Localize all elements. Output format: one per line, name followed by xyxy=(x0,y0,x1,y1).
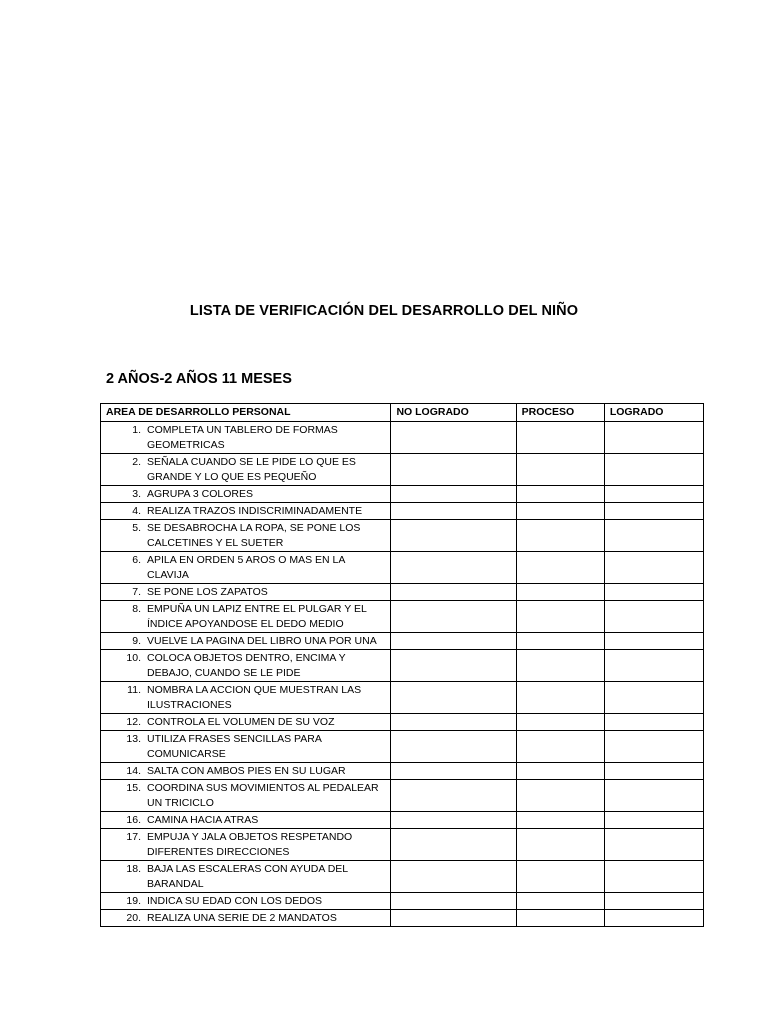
item-text: COMPLETA UN TABLERO DE FORMAS GEOMETRICAS xyxy=(147,424,338,451)
item-cell xyxy=(101,650,391,682)
item-number: 5. xyxy=(132,522,141,534)
no-logrado-cell[interactable] xyxy=(391,682,516,714)
table-row xyxy=(101,422,704,454)
list-item xyxy=(106,763,385,779)
list-item xyxy=(106,650,385,681)
table-row xyxy=(101,601,704,633)
table-row xyxy=(101,910,704,927)
item-text: UTILIZA FRASES SENCILLAS PARA COMUNICARSE xyxy=(147,733,322,760)
item-text: APILA EN ORDEN 5 AROS O MAS EN LA CLAVIJA xyxy=(147,554,345,581)
item-cell xyxy=(101,861,391,893)
logrado-cell[interactable] xyxy=(604,763,703,780)
proceso-cell[interactable] xyxy=(516,731,604,763)
proceso-cell[interactable] xyxy=(516,520,604,552)
table-row xyxy=(101,584,704,601)
item-text: EMPUÑA UN LAPIZ ENTRE EL PULGAR Y EL ÍNDICE APOYANDOSE EL DEDO MEDIO xyxy=(147,603,367,630)
table-row xyxy=(101,731,704,763)
table-row xyxy=(101,714,704,731)
proceso-cell[interactable] xyxy=(516,812,604,829)
item-text: COORDINA SUS MOVIMIENTOS AL PEDALEAR UN TRICICLO xyxy=(147,782,379,809)
item-number: 9. xyxy=(132,635,141,647)
item-text: SEÑALA CUANDO SE LE PIDE LO QUE ES GRANDE Y LO QUE ES PEQUEÑO xyxy=(147,456,356,483)
table-row xyxy=(101,763,704,780)
proceso-cell[interactable] xyxy=(516,829,604,861)
proceso-cell[interactable] xyxy=(516,552,604,584)
header-area: AREA DE DESARROLLO PERSONAL xyxy=(101,404,391,422)
logrado-cell[interactable] xyxy=(604,601,703,633)
item-number: 1. xyxy=(132,424,141,436)
item-text: REALIZA TRAZOS INDISCRIMINADAMENTE xyxy=(147,505,363,517)
list-item xyxy=(106,780,385,811)
logrado-cell[interactable] xyxy=(604,520,703,552)
item-cell xyxy=(101,633,391,650)
item-cell xyxy=(101,731,391,763)
item-cell xyxy=(101,910,391,927)
proceso-cell[interactable] xyxy=(516,503,604,520)
list-item xyxy=(106,893,385,909)
proceso-cell[interactable] xyxy=(516,682,604,714)
item-text: REALIZA UNA SERIE DE 2 MANDATOS xyxy=(147,912,337,924)
item-number: 17. xyxy=(126,831,141,843)
item-number: 12. xyxy=(126,716,141,728)
table-row xyxy=(101,682,704,714)
logrado-cell[interactable] xyxy=(604,812,703,829)
no-logrado-cell[interactable] xyxy=(391,601,516,633)
no-logrado-cell[interactable] xyxy=(391,731,516,763)
header-no-logrado: NO LOGRADO xyxy=(391,404,516,422)
table-row xyxy=(101,812,704,829)
item-cell xyxy=(101,454,391,486)
item-cell xyxy=(101,486,391,503)
logrado-cell[interactable] xyxy=(604,633,703,650)
proceso-cell[interactable] xyxy=(516,454,604,486)
item-number: 18. xyxy=(126,863,141,875)
logrado-cell[interactable] xyxy=(604,731,703,763)
item-cell xyxy=(101,893,391,910)
item-number: 10. xyxy=(126,652,141,664)
logrado-cell[interactable] xyxy=(604,503,703,520)
checklist-body xyxy=(101,422,704,927)
item-text: AGRUPA 3 COLORES xyxy=(147,488,254,500)
item-number: 16. xyxy=(126,814,141,826)
item-cell xyxy=(101,780,391,812)
logrado-cell[interactable] xyxy=(604,422,703,454)
document-title: LISTA DE VERIFICACIÓN DEL DESARROLLO DEL NIÑO xyxy=(189,303,579,319)
proceso-cell[interactable] xyxy=(516,650,604,682)
item-number: 2. xyxy=(132,456,141,468)
item-cell xyxy=(101,601,391,633)
list-item xyxy=(106,584,385,600)
item-number: 13. xyxy=(126,733,141,745)
item-cell xyxy=(101,422,391,454)
item-text: NOMBRA LA ACCION QUE MUESTRAN LAS ILUSTRACIONES xyxy=(147,684,362,711)
list-item xyxy=(106,486,385,502)
logrado-cell[interactable] xyxy=(604,552,703,584)
table-row xyxy=(101,829,704,861)
proceso-cell[interactable] xyxy=(516,780,604,812)
list-item xyxy=(106,552,385,583)
no-logrado-cell[interactable] xyxy=(391,829,516,861)
item-cell xyxy=(101,584,391,601)
no-logrado-cell[interactable] xyxy=(391,584,516,601)
list-item xyxy=(106,454,385,485)
item-number: 8. xyxy=(132,603,141,615)
no-logrado-cell[interactable] xyxy=(391,503,516,520)
proceso-cell[interactable] xyxy=(516,763,604,780)
item-cell xyxy=(101,682,391,714)
table-row xyxy=(101,520,704,552)
logrado-cell[interactable] xyxy=(604,910,703,927)
list-item xyxy=(106,861,385,892)
no-logrado-cell[interactable] xyxy=(391,861,516,893)
table-row xyxy=(101,650,704,682)
list-item xyxy=(106,503,385,519)
no-logrado-cell[interactable] xyxy=(391,520,516,552)
proceso-cell[interactable] xyxy=(516,861,604,893)
table-row xyxy=(101,861,704,893)
item-number: 7. xyxy=(132,586,141,598)
item-cell xyxy=(101,714,391,731)
item-number: 6. xyxy=(132,554,141,566)
logrado-cell[interactable] xyxy=(604,454,703,486)
item-cell xyxy=(101,552,391,584)
item-text: BAJA LAS ESCALERAS CON AYUDA DEL BARANDAL xyxy=(147,863,348,890)
proceso-cell[interactable] xyxy=(516,893,604,910)
no-logrado-cell[interactable] xyxy=(391,812,516,829)
table-row xyxy=(101,486,704,503)
item-number: 19. xyxy=(126,895,141,907)
item-text: EMPUJA Y JALA OBJETOS RESPETANDO DIFERENTES DIRECCIONES xyxy=(147,831,353,858)
logrado-cell[interactable] xyxy=(604,829,703,861)
list-item xyxy=(106,682,385,713)
item-number: 14. xyxy=(126,765,141,777)
item-cell xyxy=(101,829,391,861)
list-item xyxy=(106,910,385,926)
proceso-cell[interactable] xyxy=(516,633,604,650)
table-header-row xyxy=(101,404,704,422)
table-row xyxy=(101,552,704,584)
logrado-cell[interactable] xyxy=(604,650,703,682)
no-logrado-cell[interactable] xyxy=(391,552,516,584)
item-text: SE DESABROCHA LA ROPA, SE PONE LOS CALCETINES Y EL SUETER xyxy=(147,522,361,549)
item-number: 3. xyxy=(132,488,141,500)
proceso-cell[interactable] xyxy=(516,422,604,454)
no-logrado-cell[interactable] xyxy=(391,893,516,910)
item-cell xyxy=(101,763,391,780)
no-logrado-cell[interactable] xyxy=(391,910,516,927)
logrado-cell[interactable] xyxy=(604,682,703,714)
logrado-cell[interactable] xyxy=(604,780,703,812)
proceso-cell[interactable] xyxy=(516,584,604,601)
list-item xyxy=(106,812,385,828)
no-logrado-cell[interactable] xyxy=(391,454,516,486)
item-text: SALTA CON AMBOS PIES EN SU LUGAR xyxy=(147,765,346,777)
item-number: 11. xyxy=(127,684,141,696)
item-number: 4. xyxy=(132,505,141,517)
item-text: CONTROLA EL VOLUMEN DE SU VOZ xyxy=(147,716,335,728)
item-text: CAMINA HACIA ATRAS xyxy=(147,814,259,826)
no-logrado-cell[interactable] xyxy=(391,780,516,812)
item-number: 20. xyxy=(126,912,141,924)
header-logrado: LOGRADO xyxy=(604,404,703,422)
proceso-cell[interactable] xyxy=(516,714,604,731)
table-row xyxy=(101,633,704,650)
development-checklist-table xyxy=(100,403,704,927)
no-logrado-cell[interactable] xyxy=(391,650,516,682)
table-row xyxy=(101,780,704,812)
no-logrado-cell[interactable] xyxy=(391,422,516,454)
no-logrado-cell[interactable] xyxy=(391,486,516,503)
item-text: INDICA SU EDAD CON LOS DEDOS xyxy=(147,895,323,907)
table-row xyxy=(101,454,704,486)
list-item xyxy=(106,714,385,730)
proceso-cell[interactable] xyxy=(516,601,604,633)
proceso-cell[interactable] xyxy=(516,910,604,927)
header-proceso: PROCESO xyxy=(516,404,604,422)
item-cell xyxy=(101,812,391,829)
table-row xyxy=(101,893,704,910)
logrado-cell[interactable] xyxy=(604,486,703,503)
list-item xyxy=(106,731,385,762)
logrado-cell[interactable] xyxy=(604,584,703,601)
logrado-cell[interactable] xyxy=(604,714,703,731)
list-item xyxy=(106,633,385,649)
list-item xyxy=(106,601,385,632)
item-cell xyxy=(101,520,391,552)
no-logrado-cell[interactable] xyxy=(391,763,516,780)
no-logrado-cell[interactable] xyxy=(391,633,516,650)
proceso-cell[interactable] xyxy=(516,486,604,503)
item-text: VUELVE LA PAGINA DEL LIBRO UNA POR UNA xyxy=(147,635,377,647)
item-cell xyxy=(101,503,391,520)
list-item xyxy=(106,520,385,551)
list-item xyxy=(106,422,385,453)
table-row xyxy=(101,503,704,520)
item-text: SE PONE LOS ZAPATOS xyxy=(147,586,268,598)
logrado-cell[interactable] xyxy=(604,861,703,893)
item-number: 15. xyxy=(126,782,141,794)
item-text: COLOCA OBJETOS DENTRO, ENCIMA Y DEBAJO, CUANDO SE LE PIDE xyxy=(147,652,346,679)
no-logrado-cell[interactable] xyxy=(391,714,516,731)
list-item xyxy=(106,829,385,860)
age-range-heading: 2 AÑOS-2 AÑOS 11 MESES xyxy=(106,371,292,387)
logrado-cell[interactable] xyxy=(604,893,703,910)
